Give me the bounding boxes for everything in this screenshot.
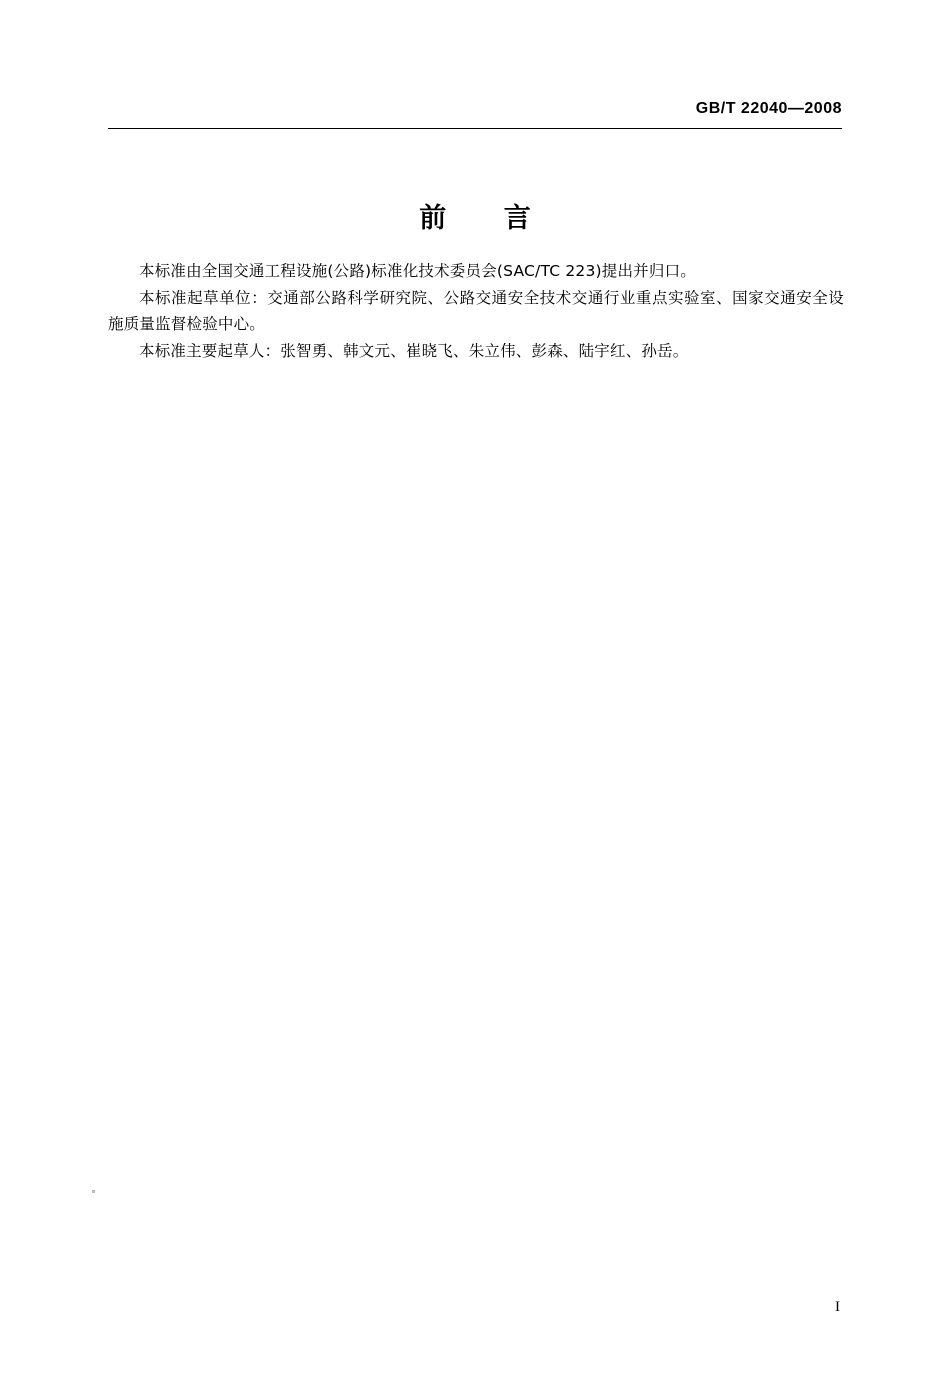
- page-title: 前 言: [419, 203, 555, 235]
- paragraph-drafters: 本标准主要起草人：张智勇、韩文元、崔晓飞、朱立伟、彭森、陆宇红、孙岳。: [139, 342, 689, 360]
- paragraph-drafting-units: 本标准起草单位：交通部公路科学研究院、公路交通安全技术交通行业重点实验室、国家交通安全设施质量监督检验中心。: [108, 289, 844, 333]
- foreword-body: [108, 258, 844, 364]
- standard-number: GB/T 22040—2008: [695, 100, 842, 117]
- header-divider: [108, 128, 842, 129]
- page-number: I: [835, 1299, 840, 1315]
- page-speck: [92, 1190, 95, 1193]
- paragraph-proposer: 本标准由全国交通工程设施(公路)标准化技术委员会(SAC/TC 223)提出并归口。: [139, 262, 696, 280]
